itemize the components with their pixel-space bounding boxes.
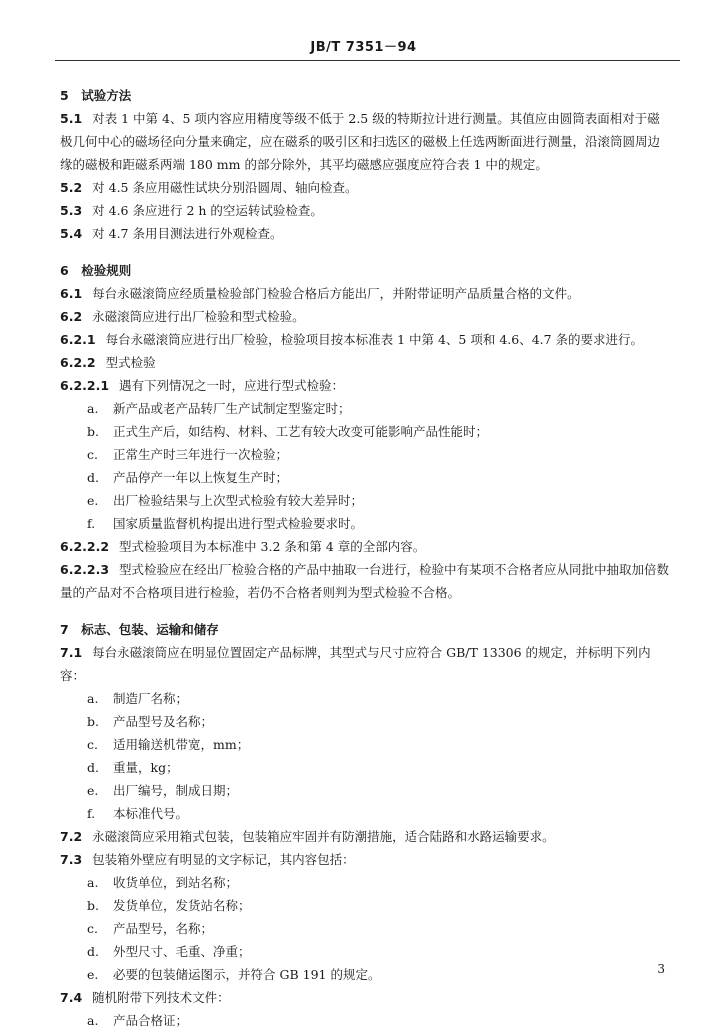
clause-text: 对表 1 中第 4、5 项内容应用精度等级不低于 2.5 级的特斯拉计进行测量。其值应由圆筒表面相对于磁极几何中心的磁场径向分量来确定，应在磁系的吸引区和扫选区的磁极上任选两断面进行测量，沿滚筒圆周边缘的磁极和距磁系两端 180 mm 的部分除外，其平均磁感应强度应符合表 1 中的规定。 bbox=[60, 111, 661, 172]
clause-number: 7.4 bbox=[60, 990, 83, 1005]
list-item-text: 国家质量监督机构提出进行型式检验要求时。 bbox=[113, 516, 364, 531]
list-marker: f. bbox=[87, 516, 96, 531]
clause-paragraph bbox=[60, 282, 670, 305]
header-rule bbox=[55, 60, 680, 61]
clause-text: 型式检验项目为本标准中 3.2 条和第 4 章的全部内容。 bbox=[119, 539, 426, 554]
list-item-text: 产品停产一年以上恢复生产时； bbox=[113, 470, 289, 485]
list-item-text: 制造厂名称； bbox=[113, 691, 189, 706]
clause-number: 6.1 bbox=[60, 286, 83, 301]
list-item-text: 收货单位，到站名称； bbox=[113, 875, 239, 890]
clause-text: 型式检验应在经出厂检验合格的产品中抽取一台进行，检验中有某项不合格者应从同批中抽取加倍数量的产品对不合格项目进行检验，若仍不合格者则判为型式检验不合格。 bbox=[60, 562, 670, 600]
clause-text: 永磁滚筒应进行出厂检验和型式检验。 bbox=[92, 309, 305, 324]
clause-text: 随机附带下列技术文件： bbox=[92, 990, 230, 1005]
list-item-text: 外型尺寸、毛重、净重； bbox=[113, 944, 251, 959]
clause-number: 7.2 bbox=[60, 829, 83, 844]
list-marker: e. bbox=[87, 783, 99, 798]
clause-number: 6.2.2.2 bbox=[60, 539, 110, 554]
list-marker: d. bbox=[87, 944, 99, 959]
list-item bbox=[60, 779, 670, 802]
list-item-text: 产品合格证； bbox=[113, 1013, 189, 1028]
clause-number: 5.4 bbox=[60, 226, 83, 241]
clause-text: 包装箱外壁应有明显的文字标记，其内容包括： bbox=[92, 852, 355, 867]
list-item bbox=[60, 710, 670, 733]
list-item-text: 产品型号，名称； bbox=[113, 921, 214, 936]
list-item bbox=[60, 443, 670, 466]
list-marker: a. bbox=[87, 401, 99, 416]
list-item-text: 出厂检验结果与上次型式检验有较大差异时； bbox=[113, 493, 364, 508]
clause-paragraph bbox=[60, 641, 670, 687]
clause-number: 5.2 bbox=[60, 180, 83, 195]
list-item-text: 本标准代号。 bbox=[113, 806, 189, 821]
clause-paragraph bbox=[60, 558, 670, 604]
clause-paragraph bbox=[60, 305, 670, 328]
clause-paragraph bbox=[60, 848, 670, 871]
list-item bbox=[60, 894, 670, 917]
page-number: 3 bbox=[657, 962, 665, 976]
clause-number: 6.2.1 bbox=[60, 332, 96, 347]
list-marker: a. bbox=[87, 875, 99, 890]
clause-paragraph bbox=[60, 825, 670, 848]
list-item bbox=[60, 420, 670, 443]
clause-paragraph bbox=[60, 107, 670, 176]
document-body bbox=[60, 84, 670, 1032]
clause-text: 每台永磁滚筒应经质量检验部门检验合格后方能出厂，并附带证明产品质量合格的文件。 bbox=[92, 286, 580, 301]
list-marker: b. bbox=[87, 714, 99, 729]
list-marker: b. bbox=[87, 898, 99, 913]
clause-paragraph bbox=[60, 374, 670, 397]
clause-number: 7.1 bbox=[60, 645, 83, 660]
clause-text: 型式检验 bbox=[105, 355, 156, 370]
list-marker: b. bbox=[87, 424, 99, 439]
section-heading: 7 标志、包装、运输和储存 bbox=[60, 622, 219, 637]
clause-paragraph bbox=[60, 351, 670, 374]
list-item bbox=[60, 512, 670, 535]
clause-text: 遇有下列情况之一时，应进行型式检验： bbox=[119, 378, 345, 393]
list-item bbox=[60, 802, 670, 825]
clause-number: 6.2.2 bbox=[60, 355, 96, 370]
clause-paragraph bbox=[60, 535, 670, 558]
list-item-text: 新产品或老产品转厂生产试制定型鉴定时； bbox=[113, 401, 351, 416]
list-item-text: 必要的包装储运图示，并符合 GB 191 的规定。 bbox=[113, 967, 381, 982]
list-item-text: 出厂编号，制成日期； bbox=[113, 783, 239, 798]
list-item bbox=[60, 489, 670, 512]
list-item-text: 产品型号及名称； bbox=[113, 714, 214, 729]
list-marker: c. bbox=[87, 921, 98, 936]
list-marker: e. bbox=[87, 493, 99, 508]
list-marker: c. bbox=[87, 447, 98, 462]
clause-number: 6.2 bbox=[60, 309, 83, 324]
clause-number: 5.1 bbox=[60, 111, 83, 126]
list-marker: f. bbox=[87, 806, 96, 821]
list-item bbox=[60, 756, 670, 779]
clause-text: 对 4.5 条应用磁性试块分别沿圆周、轴向检查。 bbox=[92, 180, 358, 195]
clause-text: 每台永磁滚筒应进行出厂检验，检验项目按本标准表 1 中第 4、5 项和 4.6、4.7 条的要求进行。 bbox=[105, 332, 644, 347]
list-marker: e. bbox=[87, 967, 99, 982]
list-marker: d. bbox=[87, 470, 99, 485]
clause-number: 6.2.2.1 bbox=[60, 378, 110, 393]
list-item bbox=[60, 1009, 670, 1032]
clause-text: 对 4.7 条用目测法进行外观检查。 bbox=[92, 226, 283, 241]
list-item-text: 正式生产后，如结构、材料、工艺有较大改变可能影响产品性能时； bbox=[113, 424, 489, 439]
clause-paragraph bbox=[60, 328, 670, 351]
list-item-text: 重量，kg； bbox=[113, 760, 179, 775]
list-item bbox=[60, 687, 670, 710]
clause-number: 6.2.2.3 bbox=[60, 562, 110, 577]
list-item-text: 发货单位，发货站名称； bbox=[113, 898, 251, 913]
list-item bbox=[60, 963, 670, 986]
clause-paragraph bbox=[60, 222, 670, 245]
section-heading: 6 检验规则 bbox=[60, 263, 132, 278]
list-item bbox=[60, 871, 670, 894]
list-marker: a. bbox=[87, 1013, 99, 1028]
list-marker: a. bbox=[87, 691, 99, 706]
clause-number: 7.3 bbox=[60, 852, 83, 867]
clause-text: 对 4.6 条应进行 2 h 的空运转试验检查。 bbox=[92, 203, 323, 218]
clause-paragraph bbox=[60, 986, 670, 1009]
document-header: JB/T 7351－94 bbox=[310, 40, 417, 55]
clause-text: 每台永磁滚筒应在明显位置固定产品标牌，其型式与尺寸应符合 GB/T 13306 的规定，并标明下列内容： bbox=[60, 645, 651, 683]
list-item bbox=[60, 733, 670, 756]
list-item bbox=[60, 397, 670, 420]
section-heading: 5 试验方法 bbox=[60, 88, 132, 103]
list-item-text: 正常生产时三年进行一次检验； bbox=[113, 447, 289, 462]
clause-paragraph bbox=[60, 199, 670, 222]
list-item bbox=[60, 466, 670, 489]
list-marker: c. bbox=[87, 737, 98, 752]
list-item bbox=[60, 917, 670, 940]
list-marker: d. bbox=[87, 760, 99, 775]
list-item bbox=[60, 940, 670, 963]
list-item-text: 适用输送机带宽，mm； bbox=[113, 737, 250, 752]
clause-paragraph bbox=[60, 176, 670, 199]
clause-text: 永磁滚筒应采用箱式包装，包装箱应牢固并有防潮措施，适合陆路和水路运输要求。 bbox=[92, 829, 555, 844]
clause-number: 5.3 bbox=[60, 203, 83, 218]
